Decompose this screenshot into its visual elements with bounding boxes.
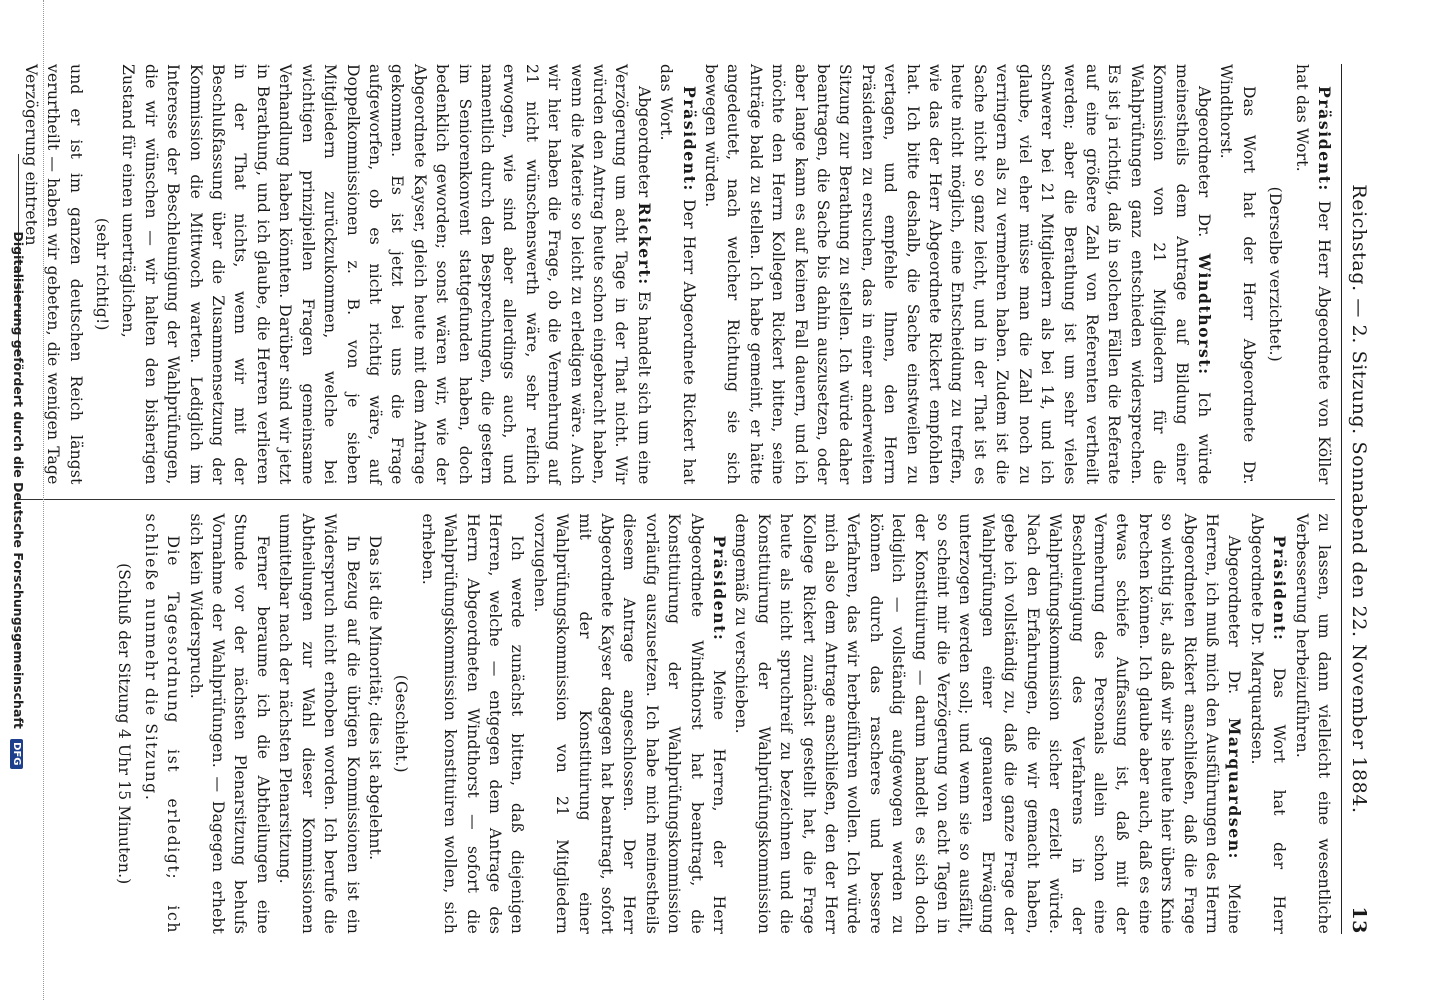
paragraph: In Bezug auf die übrigen Kommissionen ist ein Widerspruch nicht erhoben worden. Ich berufe die Abtheilungen zur Wahl dieser Kommissionen unmittelbar nach der nächsten Plenarsitzung. [276, 513, 362, 934]
paragraph: Ferner beraume ich die Abtheilungen eine Stunde vor der nächsten Plenarsitzung behufs Vornahme der Wahlprüfungen. — Dagegen erhebt sich kein Widerspruch. [186, 513, 272, 934]
page-title: Reichstag. — 2. Sitzung. Sonnabend den 22. November 1884. [1348, 184, 1370, 814]
paragraph: Abgeordneter Rickert: Es handelt sich um eine Verzögerung um acht Tage in der That nicht. Wir würden den Antrag heute schon eingebracht haben, wenn die Materie so leicht zu erledigen wäre. Auch wir hier haben die Frage, ob die Vermehrung auf 21 nicht wünschenswerth wäre, sehr reiflich erwogen, wie sind aber allerdings auch, und namentlich durch den Besprechungen, die gestern im Seniorenkonvent stattgefunden haben, doch bedenklich geworden; sonst wären wir, wie der Abgeordnete Kayser, gleich heute mit dem Antrage gekommen. Es ist jetzt bei uns die Frage aufgeworfen, ob es nicht richtig wäre, auf Doppelkommissionen z. B. von je sieben Mitgliedern zurückzukommen, welche bei wichtigen prinzipiellen Fragen gemeinsame Verhandlung haben könnten. Darüber sind wir jetzt in Berathung, und ich glaube, die Herren verlieren in der That nichts, wenn wir mit der Beschlußfassung über die Zusammensetzung der Kommission die Mittwoch warten. Lediglich im Interesse der Beschleunigung der Wahlprüfungen, die wir wünschen — wir halten den bisherigen Zustand für einen unerträglichen, [119, 64, 654, 485]
stage-direction: (Geschieht.) [392, 674, 411, 773]
stage-direction: (sehr richtig!) [93, 217, 112, 331]
right-column [19, 499, 1335, 935]
dfg-logo: DFG [10, 739, 23, 768]
closing-note: (Schluß der Sitzung 4 Uhr 15 Minuten.) [115, 563, 134, 885]
paragraph: zu lassen, um dann vielleicht eine wesentliche Verbesserung herbeizuführen. [1292, 513, 1333, 934]
scan-margin [43, 0, 44, 1000]
paragraph: Abgeordneter Dr. Windthorst: Ich würde meinestheils dem Antrage auf Bildung einer Kommission von 21 Mitgliedern für die Wahlprüfungen ganz entschieden widersprechen. Es ist ja richtig, daß in solchen Fällen die Referate auf eine größere Zahl von Referenten vertheilt werden; aber die Berathung ist um sehr vieles schwerer bei 21 Mitgliedern als bei 14, und ich glaube, viel eher müsse man die Zahl noch zu verringern als zu vermehren haben. Zudem ist die Sache nicht so ganz leicht, und in der That ist es heute nicht möglich, eine Entscheidung zu treffen, wie das der Herr Abgeordnete Rickert empfohlen hat. Ich bitte deshalb, die Sache einstweilen zu vertagen, und empfehle Ihnen, den Herrn Präsidenten zu ersuchen, das in einer anderweiten Sitzung zur Berathung zu stellen. Ich würde daher beantragen, die Sache bis dahin auszusetzen, oder aber lange kann es auf keinen Fall dauern, und ich möchte den Herrn Kollegen Rickert bitten, seine Anträge bald zu stellen. Ich habe gemeint, er hätte angedeutet, nach welcher Richtung sie sich bewegen würden. [702, 64, 1214, 485]
paragraph: Ich werde zunächst bitten, daß diejenigen Herren, welche — entgegen dem Antrage des Herrn Abgeordneten Windthorst — sofort die Wahlprüfungskommission konstituiren wollen, sich erheben. [418, 513, 527, 934]
speaker-name: Präsident: [710, 535, 730, 642]
speaker-name: Präsident: [1270, 535, 1290, 642]
paragraph: Das ist die Minorität; dies ist abgelehnt. [365, 535, 384, 861]
page-number: 13 [1348, 906, 1370, 934]
speaker-name: Präsident: [1315, 86, 1334, 192]
speaker-name: Präsident: [679, 86, 699, 192]
paragraph: Die Tagesordnung ist erledigt; ich schließe nunmehr die Sitzung. [141, 513, 183, 934]
speaker-name: Windthorst: [1194, 253, 1214, 376]
paragraph: Das Wort hat der Herr Abgeordnete Dr. Windthorst. [1217, 64, 1258, 485]
left-column [19, 64, 1335, 499]
paragraph: Präsident: Der Herr Abgeordnete Rickert hat das Wort. [657, 64, 699, 485]
paragraph: Abgeordneter Dr. Marquardsen: Meine Herren, ich muß mich den Ausführungen des Herrn Abgeordneten Rickert anschließen, daß die Frage so wichtig ist, als daß wir sie heute hier übers Knie brechen können. Ich glaube aber auch, daß es eine etwas schiefe Auffassung ist, daß mit der Vermehrung des Personals allein schon eine Beschleunigung des Verfahrens in der Wahlprüfungskommission sicher erzielt würde. Nach den Erfahrungen, die wir gemacht haben, gebe ich vollständig zu, daß die ganze Frage der Wahlprüfungen einer genaueren Erwägung unterzogen werden soll; und wenn sie so ausfällt, so scheint mir die Verzögerung von acht Tagen in der Konstituirung — darum handelt es sich doch lediglich — vollständig aufgewogen werden zu können durch das rascheres und bessere Verfahren, das wir herbeiführen wollen. Ich würde mich also dem Antrage anschließen, den der Herr Kollege Rickert zunächst gestellt hat, die Frage heute als nicht spruchreif zu bezeichnen und die Konstituirung der Wahlprüfungskommission demgemäß zu verschieben. [732, 513, 1245, 935]
speaker-name: Marquardsen: [1225, 717, 1245, 861]
paragraph: Präsident: Das Wort hat der Herr Abgeordnete Dr. Marquardsen. [1247, 513, 1290, 934]
speaker-name: Rickert: [634, 202, 654, 286]
text-columns [19, 64, 1335, 934]
running-head [1341, 64, 1370, 934]
paragraph: Präsident: Meine Herren, der Herr Abgeordnete Windthorst hat beantragt, die Konstituirung der Wahlprüfungskommission vorläufig auszusetzen. Ich habe mich meinestheils diesem Antrage angeschlossen. Der Herr Abgeordnete Kayser dagegen hat beantragt, sofort mit der Konstituirung einer Wahlprüfungskommission von 21 Mitgliedern vorzugehen. [530, 513, 730, 934]
paragraph: Präsident: Der Herr Abgeordnete von Köller hat das Wort. [1292, 64, 1334, 485]
paragraph: und er ist im ganzen deutschen Reich längst verurtheilt — haben wir gebeten, die wenigen Tage Verzögerung eintreten [21, 64, 85, 485]
stage-direction: (Derselbe verzichtet.) [1266, 186, 1285, 362]
digitization-credit: Digitalisierung gefördert durch die Deutsche Forschungsgemeinschaft DFG [10, 0, 26, 1000]
